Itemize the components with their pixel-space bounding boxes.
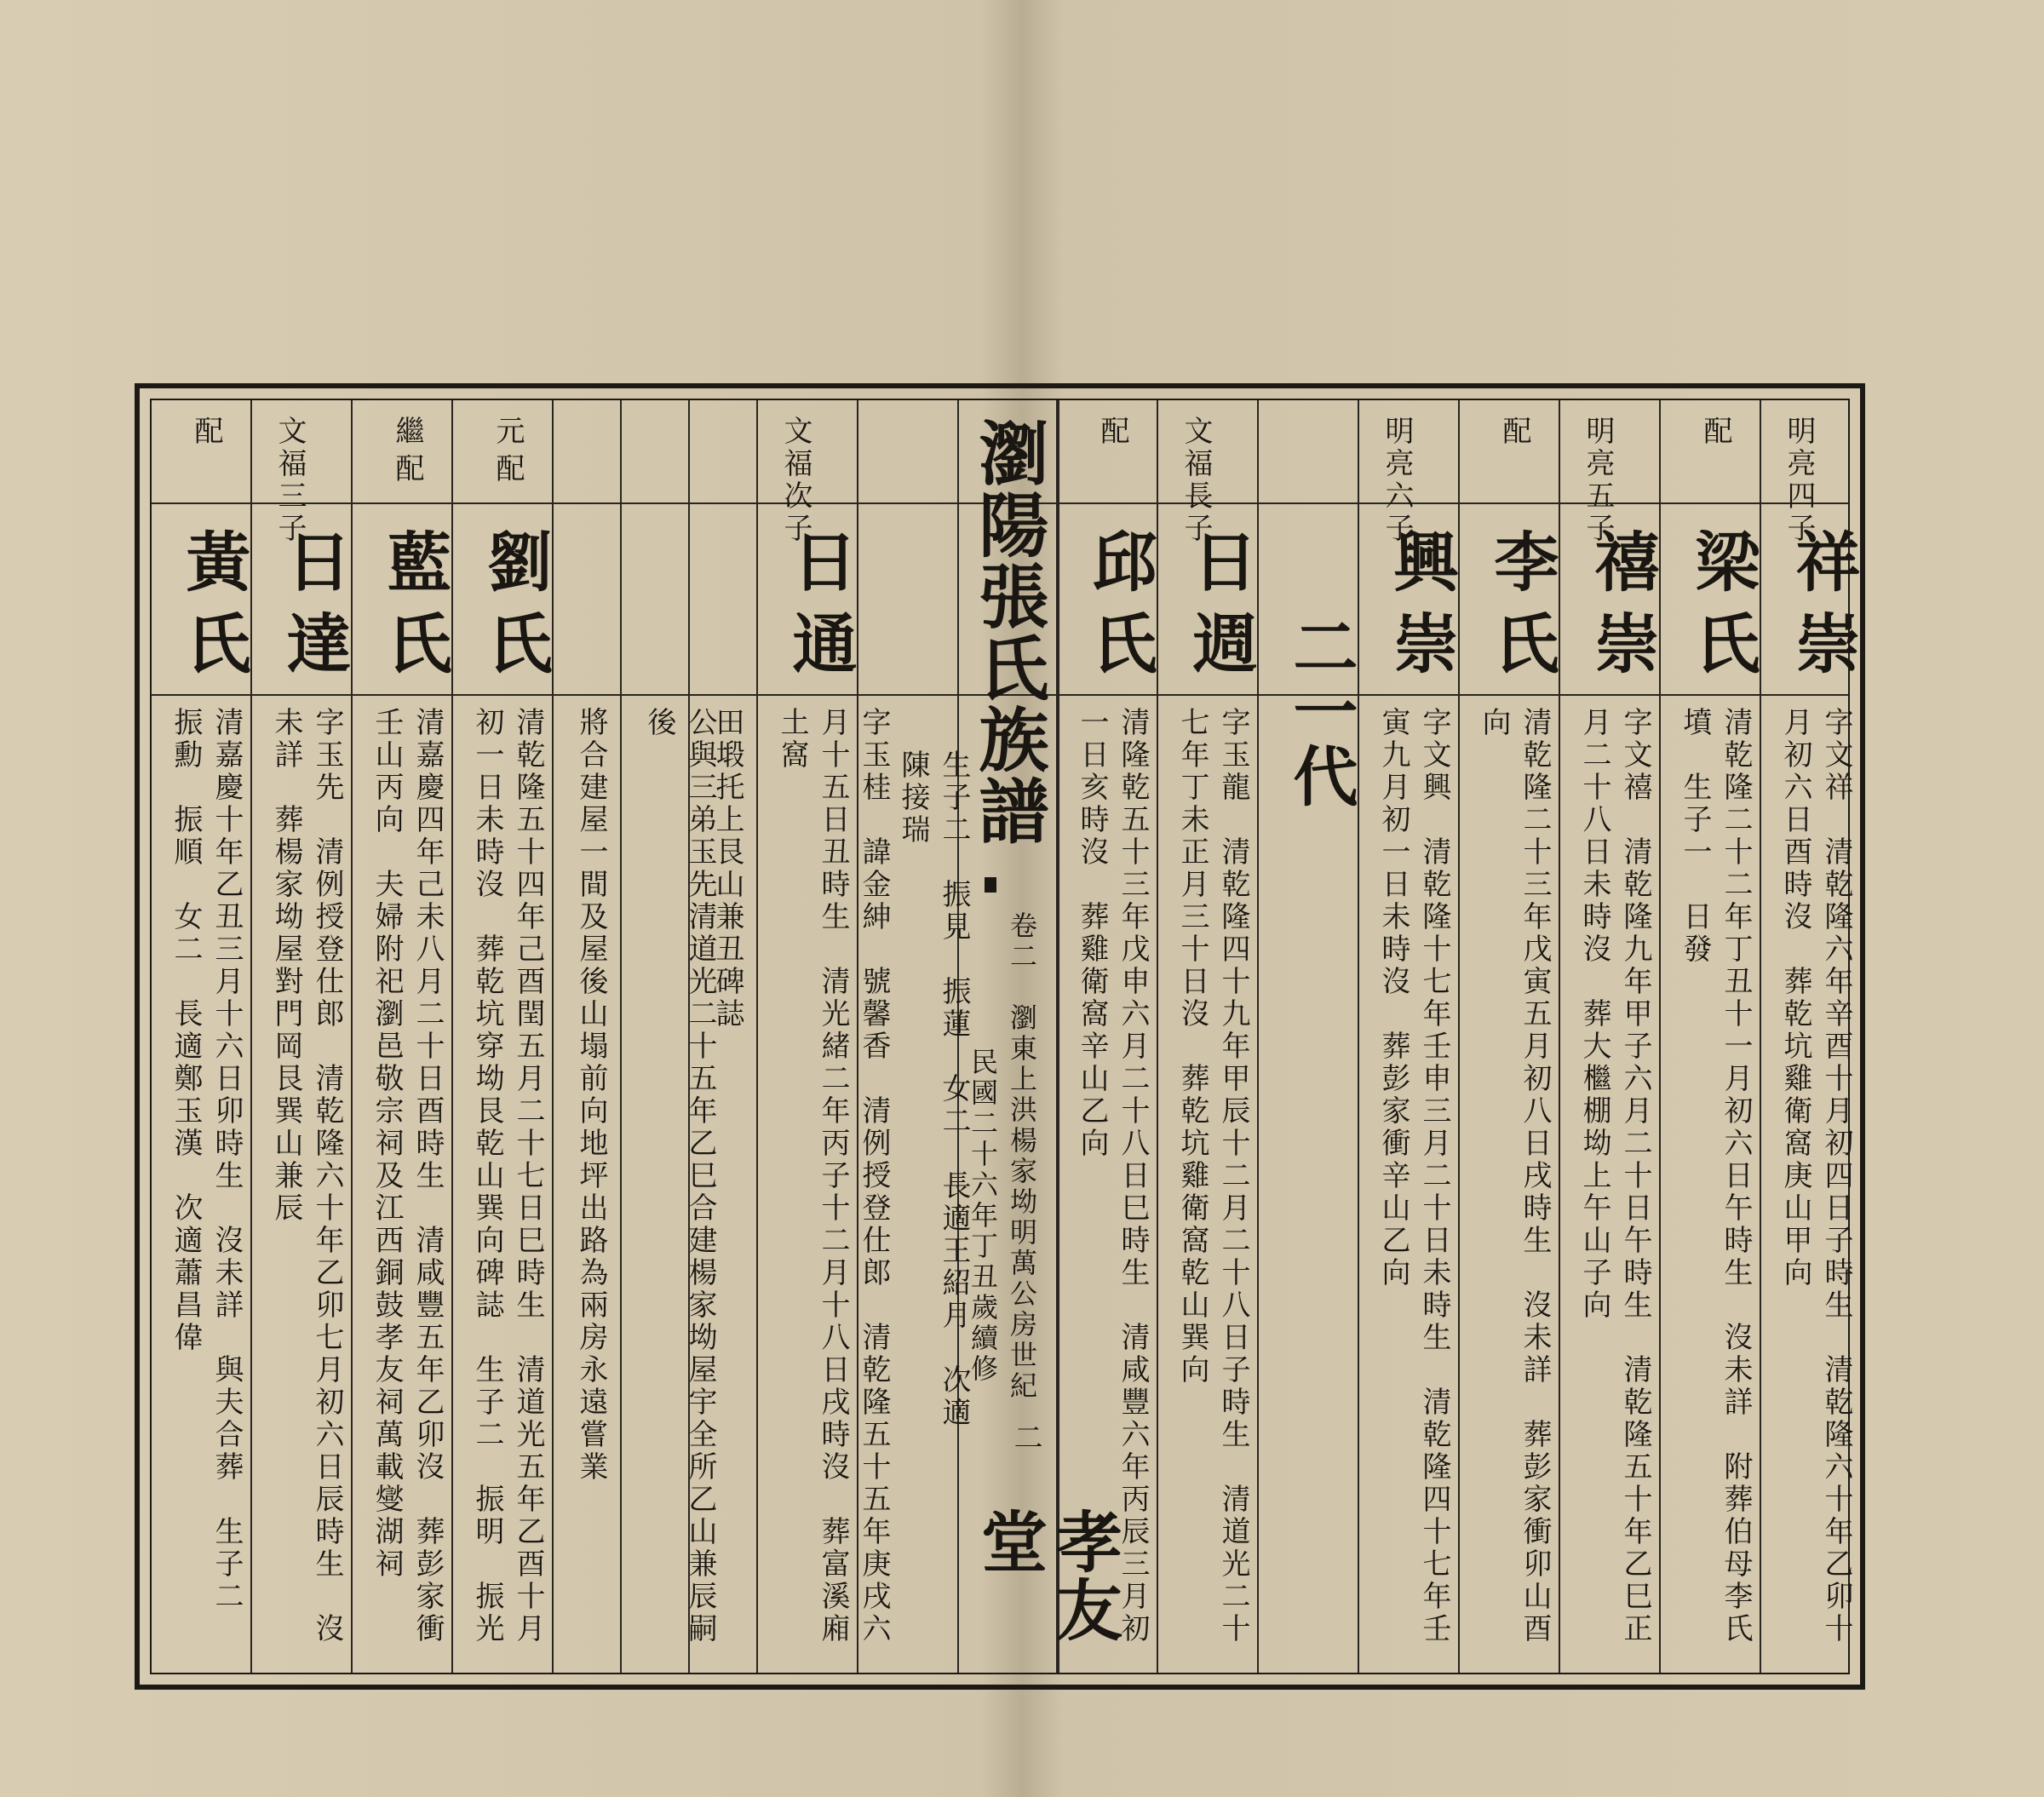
- person-record: 字文禧 清乾隆九年甲子六月二十日午時生 清乾隆五十年乙巳正月二十八日未時沒 葬大檵棚坳上午山子向: [1577, 707, 1652, 1645]
- col-header: 配: [1698, 416, 1732, 453]
- person-record: 清嘉慶十年乙丑三月十六日卯時生 沒未詳 與夫合葬 生子二 振勳 振順 女二 長適鄭玉漢 次適蕭昌偉: [169, 707, 244, 1645]
- col-r3: [1559, 400, 1659, 1673]
- person-record: 清隆乾五十三年戊申六月二十八日巳時生 清咸豐六年丙辰三月初一日亥時沒 葬雞衛窩辛山乙向: [1075, 707, 1150, 1645]
- edition-note: 民國二十六年丁丑歲續修: [967, 1048, 999, 1385]
- children-note: 生子二 振見 振蓮 女二 長適王紹月 次適陳接瑞: [896, 749, 971, 1429]
- person-record: 清乾隆五十四年己酉閏五月二十七日巳時生 清道光五年乙酉十月初一日未時沒 葬乾坑穿坳艮乾山巽向碑誌 生子二 振明 振光: [470, 707, 545, 1645]
- col-r1: [1760, 400, 1860, 1673]
- col-header: 明亮六子: [1380, 416, 1414, 545]
- col-header: 文福長子: [1179, 416, 1213, 545]
- page-inner-frame: [150, 399, 1861, 1674]
- col-r8: [1056, 400, 1157, 1673]
- volume-branch: 卷二 瀏東上洪楊家坳明萬公房世紀: [1006, 911, 1038, 1402]
- person-record: 字玉龍 清乾隆四十九年甲辰十二月二十八日子時生 清道光二十七年丁未正月三十日沒 葬乾坑雞衛窩乾山巽向: [1175, 707, 1250, 1645]
- col-generation: [1257, 400, 1358, 1673]
- person-record: 清嘉慶四年己未八月二十日酉時生 清咸豐五年乙卯沒 葬彭家衝壬山丙向 夫婦附祀瀏邑敬宗祠及江西銅鼓孝友祠萬載燮湖祠: [370, 707, 445, 1645]
- col-l5: [451, 400, 552, 1673]
- page-number: 二: [1008, 1422, 1042, 1451]
- person-record: 清乾隆二十三年戊寅五月初八日戌時生 沒未詳 葬彭家衝卯山酉向: [1477, 707, 1552, 1645]
- col-l4: [552, 400, 620, 1673]
- person-name: 梁氏: [1685, 528, 1760, 692]
- col-header: 配: [189, 416, 223, 453]
- person-name: 禧崇: [1584, 528, 1660, 692]
- person-record: 字玉桂 諱金紳 號馨香 清例授登仕郎 清乾隆五十五年庚戌六月十五日丑時生 清光緒二年丙子十二月十八日戌時沒 葬富溪廂土窩: [775, 707, 891, 1645]
- col-l1: [756, 400, 891, 1673]
- person-name: 日通: [782, 528, 858, 692]
- col-r2: [1659, 400, 1760, 1673]
- record-continuation: 田塅托上艮山兼丑碑誌: [710, 707, 744, 1031]
- person-name: 黃氏: [175, 528, 251, 692]
- page-frame: [135, 383, 1865, 1690]
- col-r7: [1157, 400, 1257, 1673]
- col-r4: [1458, 400, 1559, 1673]
- col-l3: [620, 400, 717, 1673]
- person-name: 劉氏: [477, 528, 553, 692]
- person-name: 興崇: [1383, 528, 1459, 692]
- person-record: 字文興 清乾隆十七年壬申三月二十日未時生 清乾隆四十七年壬寅九月初一日未時沒 葬彭家衝辛山乙向: [1376, 707, 1451, 1645]
- record-continuation: 將合建屋一間及屋後山塌前向地坪出路為兩房永遠嘗業: [574, 707, 608, 1484]
- person-name: 日達: [276, 528, 352, 692]
- col-header: 文福三子: [273, 416, 307, 545]
- col-header: 明亮四子: [1782, 416, 1816, 545]
- fishtail-mark: [985, 877, 996, 893]
- person-record: 字文祥 清乾隆六年辛酉十月初四日子時生 清乾隆六十年乙卯十月初六日酉時沒 葬乾坑雞衛窩庚山甲向: [1778, 707, 1853, 1645]
- col-header: 繼配: [390, 416, 424, 491]
- person-name: 祥崇: [1785, 528, 1861, 692]
- hall-name: 孝友堂: [970, 1507, 1122, 1644]
- col-header: 配: [1497, 416, 1531, 453]
- col-header: 文福次子: [778, 416, 812, 545]
- col-l8: [152, 400, 250, 1673]
- person-record: 字玉先 清例授登仕郎 清乾隆六十年乙卯七月初六日辰時生 沒未詳 葬楊家坳屋對門岡艮巽山兼辰: [269, 707, 344, 1645]
- col-l6: [351, 400, 451, 1673]
- person-name: 藍氏: [376, 528, 452, 692]
- book-title: 瀏陽張氏族譜: [967, 417, 1049, 847]
- person-record: 清乾隆二十二年丁丑十一月初六日午時生 沒未詳 附葬伯母李氏墳 生子一 日發: [1678, 707, 1753, 1645]
- record-continuation: 公與三弟玉先清道光二十五年乙巳合建楊家坳屋宇全所乙山兼辰嗣後: [642, 707, 717, 1645]
- col-r5: [1358, 400, 1458, 1673]
- person-name: 邱氏: [1082, 528, 1157, 692]
- person-name: 李氏: [1484, 528, 1559, 692]
- person-name: 日週: [1182, 528, 1258, 692]
- col-header: 明亮五子: [1581, 416, 1615, 545]
- col-header: 元配: [491, 416, 525, 491]
- col-header: 配: [1095, 416, 1129, 453]
- generation-label: 二一代: [1283, 613, 1358, 807]
- col-l7: [250, 400, 351, 1673]
